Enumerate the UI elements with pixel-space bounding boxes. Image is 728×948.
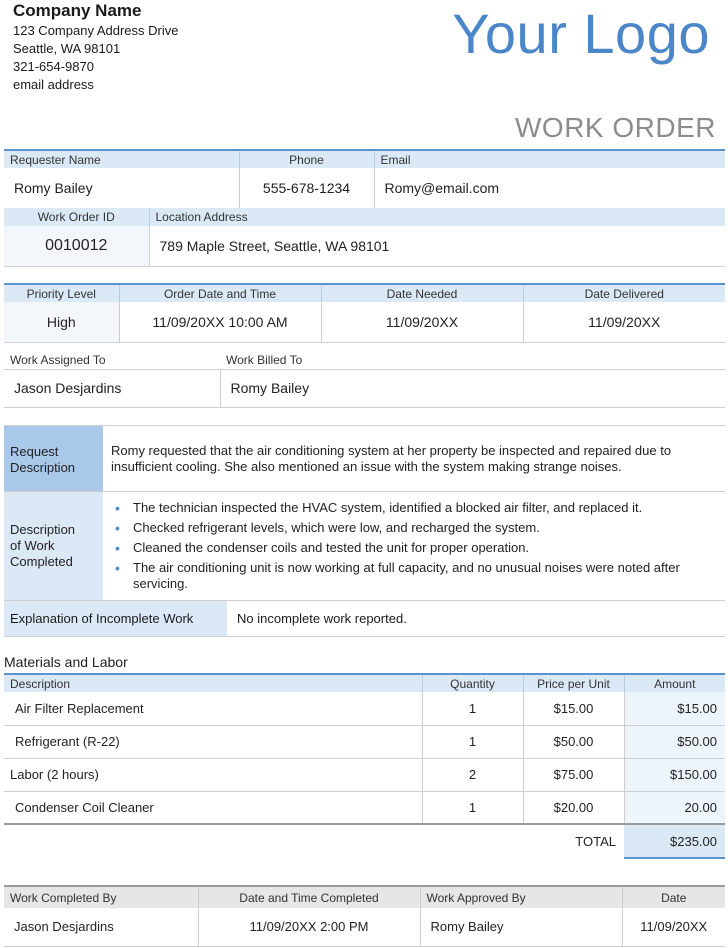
work-completed-label (4, 492, 103, 601)
item-quantity: 1 (422, 791, 523, 824)
item-amount: 20.00 (624, 791, 725, 824)
item-price: $50.00 (523, 725, 624, 758)
total-label: TOTAL (575, 834, 616, 849)
item-price: $75.00 (523, 758, 624, 791)
completed-by-header: Work Completed By (4, 886, 198, 908)
item-description: Air Filter Replacement (4, 692, 422, 725)
item-quantity: 1 (422, 725, 523, 758)
email-header: Email (374, 150, 725, 168)
assigned-to-header: Work Assigned To (4, 351, 220, 369)
assignment-table (4, 351, 725, 408)
quantity-header: Quantity (422, 674, 523, 692)
requester-value-row (4, 168, 725, 208)
schedule-value-row (4, 302, 725, 342)
incomplete-work-label: Explanation of Incomplete Work (4, 601, 227, 636)
requester-name-header: Requester Name (4, 150, 239, 168)
work-label-line2: of Work (10, 538, 55, 553)
incomplete-work-table (4, 601, 725, 637)
request-description-text: Romy requested that the air conditioning system at her property be inspected and repaired due to insufficient cooling. She also mentioned an issue with the system making strange noises. (111, 443, 672, 474)
incomplete-work-text: No incomplete work reported. (237, 610, 407, 626)
completed-by-value: Jason Desjardins (4, 908, 198, 946)
date-needed-header: Date Needed (321, 284, 523, 302)
price-header: Price per Unit (523, 674, 624, 692)
order-date-header: Order Date and Time (119, 284, 321, 302)
completed-at-value: 11/09/20XX 2:00 PM (198, 908, 420, 946)
item-price: $20.00 (523, 791, 624, 824)
company-email: email address (13, 77, 94, 92)
total-value: $235.00 (624, 824, 725, 858)
signoff-header-row (4, 886, 725, 908)
description-table (4, 425, 725, 601)
document-title: WORK ORDER (515, 112, 716, 143)
requester-header-row (4, 150, 725, 168)
work-order-id-header: Work Order ID (4, 208, 149, 226)
request-label-line1: Request (10, 444, 59, 459)
phone-header: Phone (239, 150, 374, 168)
item-description: Refrigerant (R-22) (4, 725, 422, 758)
company-name: Company Name (13, 1, 142, 20)
work-completed-list (103, 492, 725, 601)
location-header: Location Address (149, 208, 725, 226)
date-needed-value: 11/09/20XX (321, 302, 523, 342)
work-label-line1: Description (10, 522, 76, 537)
table-row (4, 791, 725, 824)
company-info (13, 0, 178, 94)
phone-value: 555-678-1234 (239, 168, 374, 208)
materials-title: Materials and Labor (4, 654, 128, 670)
request-label-line2: Description (10, 460, 76, 475)
requester-table (4, 149, 725, 209)
signoff-value-row (4, 908, 725, 946)
item-amount: $150.00 (624, 758, 725, 791)
billed-to-value: Romy Bailey (220, 369, 725, 407)
billed-to-header: Work Billed To (220, 351, 725, 369)
assignment-header-row (4, 351, 725, 369)
date-delivered-value: 11/09/20XX (523, 302, 725, 342)
assigned-to-value: Jason Desjardins (4, 369, 220, 407)
work-completed-row (4, 492, 725, 601)
work-item: • The technician inspected the HVAC system, identified a blocked air filter, and replaced it. (111, 500, 717, 516)
item-description: Condenser Coil Cleaner (4, 791, 422, 824)
request-description-row (4, 426, 725, 492)
logo: Your Logo (452, 2, 710, 65)
order-table (4, 208, 725, 267)
requester-name-value: Romy Bailey (4, 168, 239, 208)
request-description-label (4, 426, 103, 492)
signoff-date-header: Date (622, 886, 725, 908)
signoff-table (4, 885, 725, 947)
item-amount: $50.00 (624, 725, 725, 758)
item-price: $15.00 (523, 692, 624, 725)
schedule-header-row (4, 284, 725, 302)
table-row (4, 725, 725, 758)
completed-at-header: Date and Time Completed (198, 886, 420, 908)
materials-header-row (4, 674, 725, 692)
company-address-line2: Seattle, WA 98101 (13, 41, 121, 56)
table-row (4, 758, 725, 791)
approved-by-value: Romy Bailey (420, 908, 622, 946)
date-delivered-header: Date Delivered (523, 284, 725, 302)
work-item: • The air conditioning unit is now working at full capacity, and no unusual noises were noted after servicing. (111, 560, 717, 592)
item-amount: $15.00 (624, 692, 725, 725)
work-item: • Checked refrigerant levels, which were low, and recharged the system. (111, 520, 717, 536)
priority-value: High (4, 302, 119, 342)
total-row (4, 824, 725, 858)
incomplete-work-row (4, 601, 725, 636)
email-value: Romy@email.com (374, 168, 725, 208)
order-value-row (4, 226, 725, 266)
assignment-value-row (4, 369, 725, 407)
amount-header: Amount (624, 674, 725, 692)
location-value: 789 Maple Street, Seattle, WA 98101 (149, 226, 725, 266)
company-address-line1: 123 Company Address Drive (13, 23, 179, 38)
schedule-table (4, 283, 725, 343)
work-order-id-value: 0010012 (4, 226, 149, 266)
materials-table (4, 673, 725, 859)
work-item: • Cleaned the condenser coils and tested the unit for proper operation. (111, 540, 717, 556)
priority-header: Priority Level (4, 284, 119, 302)
description-header: Description (4, 674, 422, 692)
table-row (4, 692, 725, 725)
approved-by-header: Work Approved By (420, 886, 622, 908)
item-quantity: 2 (422, 758, 523, 791)
company-phone: 321-654-9870 (13, 59, 94, 74)
order-header-row (4, 208, 725, 226)
item-quantity: 1 (422, 692, 523, 725)
order-date-value: 11/09/20XX 10:00 AM (119, 302, 321, 342)
signoff-date-value: 11/09/20XX (622, 908, 725, 946)
item-description: Labor (2 hours) (4, 758, 422, 791)
work-label-line3: Completed (10, 554, 73, 569)
